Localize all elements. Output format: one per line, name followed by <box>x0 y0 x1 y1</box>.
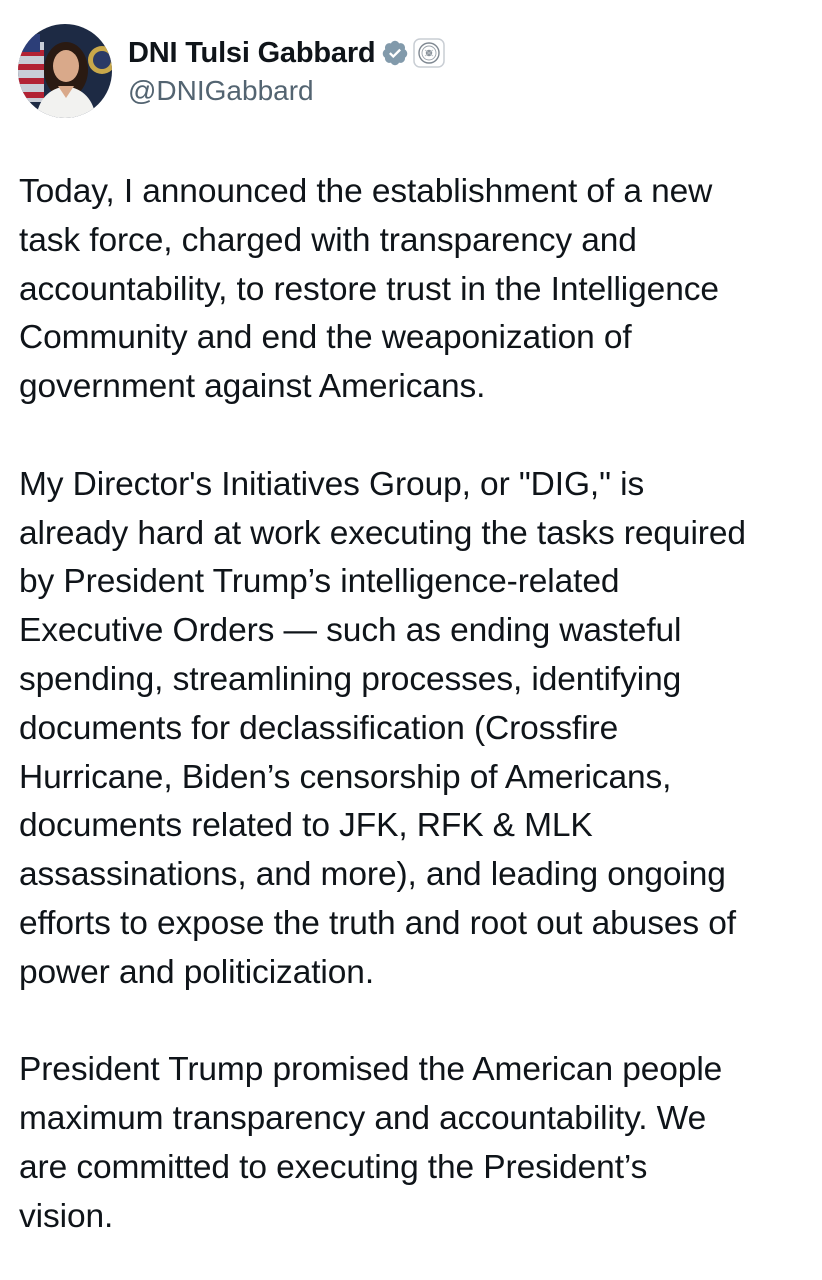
tweet-paragraph: President Trump promised the American people maximum transparency and accountability. We are committed to executing the President’s vision. <box>19 1051 723 1235</box>
avatar[interactable] <box>18 24 112 118</box>
author-handle[interactable]: @DNIGabbard <box>128 75 314 106</box>
verified-badge-icon[interactable] <box>381 39 409 67</box>
government-seal-icon[interactable] <box>413 38 445 68</box>
display-name-row <box>128 33 445 73</box>
author-names <box>128 33 445 109</box>
tweet-header <box>18 24 445 118</box>
tweet-paragraph: My Director's Initiatives Group, or "DIG," is already hard at work executing the tasks required by President Trump’s intelligence-related Executive Orders — such as ending wasteful spending, streamlining processes, identifying documents for declassification (Crossfire Hurricane, Biden’s censorship of Americans, documents related to JFK, RFK & MLK assassinations, and more), and leading ongoing efforts to expose the truth and root out abuses of power and politicization. <box>19 465 746 991</box>
tweet-text <box>19 168 809 1242</box>
tweet-paragraph: Today, I announced the establishment of a new task force, charged with transparency and accountability, to restore trust in the Intelligence Community and end the weaponization of government against Americans. <box>19 173 719 406</box>
avatar-image <box>18 24 112 118</box>
display-name[interactable]: DNI Tulsi Gabbard <box>128 36 376 69</box>
